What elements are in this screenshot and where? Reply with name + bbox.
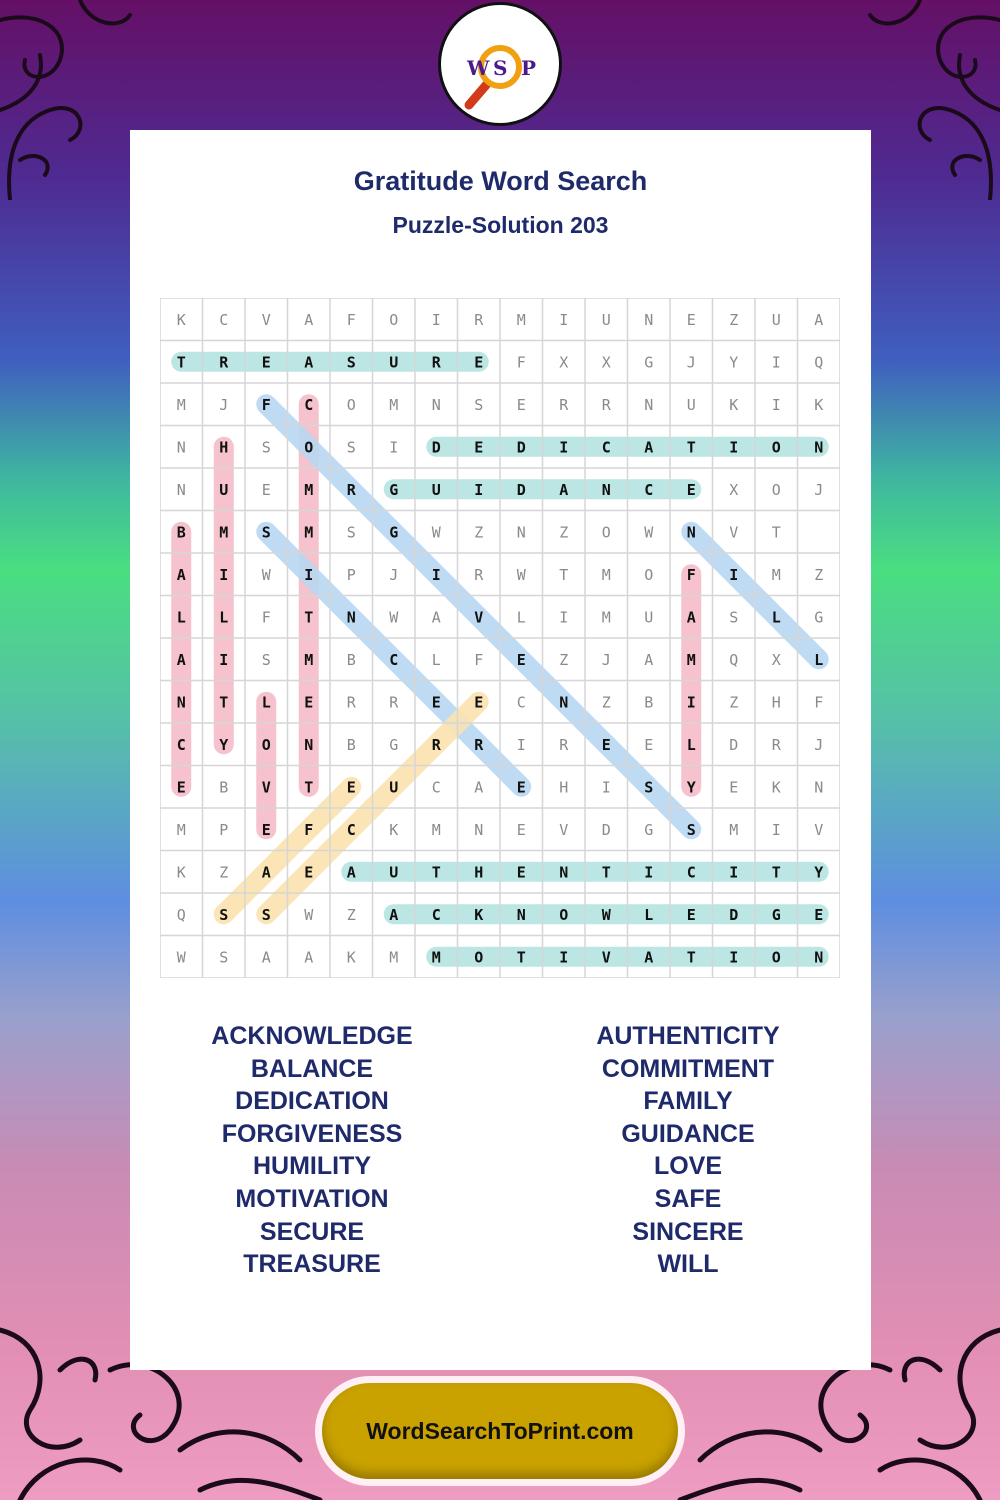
grid-cell-letter: I xyxy=(431,565,441,584)
grid-cell-letter: S xyxy=(346,438,356,457)
grid-cell-letter: S xyxy=(261,438,271,457)
grid-cell-letter: O xyxy=(644,565,654,584)
word-list-item: WILL xyxy=(657,1250,719,1279)
grid-cell-letter: C xyxy=(431,778,441,797)
grid-cell-letter: G xyxy=(814,608,824,627)
grid-cell-letter: K xyxy=(729,395,739,414)
grid-cell-letter: V xyxy=(261,778,271,797)
grid-cell-letter: M xyxy=(304,650,314,669)
grid-cell-letter: N xyxy=(644,395,654,414)
grid-cell-letter: T xyxy=(516,948,526,967)
grid-cell-letter: E xyxy=(814,905,824,924)
grid-cell-letter: I xyxy=(601,778,611,797)
grid-cell-letter: E xyxy=(644,735,654,754)
grid-cell-letter: Z xyxy=(559,523,569,542)
grid-cell-letter: R xyxy=(389,693,399,712)
grid-cell-letter: L xyxy=(176,608,186,627)
grid-cell-letter: Q xyxy=(176,905,186,924)
grid-cell-letter: L xyxy=(516,608,526,627)
grid-cell-letter: A xyxy=(389,905,399,924)
grid-cell-letter: N xyxy=(559,863,569,882)
grid-cell-letter: Z xyxy=(729,693,739,712)
grid-cell-letter: D xyxy=(516,480,526,499)
grid-cell-letter: T xyxy=(176,353,186,372)
grid-cell-letter: B xyxy=(346,735,356,754)
grid-cell-letter: I xyxy=(686,693,696,712)
grid-cell-letter: E xyxy=(729,778,739,797)
word-list-item: DEDICATION xyxy=(235,1087,389,1116)
grid-cell-letter: T xyxy=(559,565,569,584)
grid-cell-letter: S xyxy=(219,948,229,967)
grid-cell-letter: E xyxy=(261,353,271,372)
grid-cell-letter: T xyxy=(304,778,314,797)
grid-cell-letter: Z xyxy=(219,863,229,882)
wsp-logo[interactable] xyxy=(438,2,562,126)
grid-cell-letter: N xyxy=(644,310,654,329)
grid-cell-letter: R xyxy=(559,395,569,414)
grid-cell-letter: U xyxy=(219,480,229,499)
grid-cell-letter: T xyxy=(431,863,441,882)
grid-cell-letter: F xyxy=(516,353,526,372)
logo-letter-s: S xyxy=(493,56,508,80)
grid-cell-letter: N xyxy=(814,948,824,967)
grid-cell-letter: R xyxy=(431,735,441,754)
grid-cell-letter: I xyxy=(431,310,441,329)
grid-cell-letter: O xyxy=(559,905,569,924)
grid-cell-letter: M xyxy=(176,820,186,839)
grid-cell-letter: A xyxy=(644,948,654,967)
grid-cell-letter: G xyxy=(389,523,399,542)
grid-cell-letter: M xyxy=(601,565,611,584)
grid-cell-letter: L xyxy=(431,650,441,669)
website-link-button[interactable]: WordSearchToPrint.com xyxy=(322,1383,678,1479)
grid-cell-letter: E xyxy=(516,650,526,669)
grid-cell-letter: K xyxy=(176,863,186,882)
grid-cell-letter: I xyxy=(559,438,569,457)
grid-cell-letter: L xyxy=(814,650,824,669)
grid-cell-letter: A xyxy=(346,863,356,882)
grid-cell-letter: C xyxy=(304,395,314,414)
grid-cell-letter: X xyxy=(601,353,611,372)
grid-cell-letter: F xyxy=(304,820,314,839)
grid-cell-letter: T xyxy=(771,523,781,542)
grid-cell-letter: M xyxy=(686,650,696,669)
grid-cell-letter: D xyxy=(601,820,611,839)
word-list-item: COMMITMENT xyxy=(601,1054,775,1083)
grid-cell-letter: W xyxy=(304,905,314,924)
grid-cell-letter: N xyxy=(346,608,356,627)
grid-cell-letter: O xyxy=(261,735,271,754)
grid-cell-letter: O xyxy=(304,438,314,457)
grid-cell-letter: O xyxy=(389,310,399,329)
grid-cell-letter: E xyxy=(261,480,271,499)
grid-cell-letter: T xyxy=(219,693,229,712)
grid-cell-letter: E xyxy=(304,863,314,882)
grid-cell-letter: J xyxy=(814,480,824,499)
grid-cell-letter: I xyxy=(771,353,781,372)
grid-cell-letter: S xyxy=(261,523,271,542)
grid-cell-letter: I xyxy=(219,565,229,584)
grid-cell-letter: J xyxy=(219,395,229,414)
grid-cell-letter: F xyxy=(474,650,484,669)
grid-cell-letter: M xyxy=(516,310,526,329)
grid-cell-letter: E xyxy=(686,310,696,329)
grid-cell-letter: G xyxy=(771,905,781,924)
grid-cell-letter: O xyxy=(601,523,611,542)
grid-cell-letter: T xyxy=(771,863,781,882)
grid-cell-letter: C xyxy=(644,480,654,499)
grid-cell-letter: S xyxy=(729,608,739,627)
grid-cell-letter: T xyxy=(686,438,696,457)
grid-cell-letter: E xyxy=(516,863,526,882)
grid-cell-letter: L xyxy=(644,905,654,924)
grid-cell-letter: N xyxy=(516,523,526,542)
logo-letter-w: W xyxy=(467,56,490,80)
grid-cell-letter: P xyxy=(346,565,356,584)
grid-cell-letter: N xyxy=(474,820,484,839)
grid-cell-letter: S xyxy=(644,778,654,797)
grid-cell-letter: U xyxy=(389,353,399,372)
grid-cell-letter: E xyxy=(686,480,696,499)
grid-cell-letter: J xyxy=(389,565,399,584)
grid-cell-letter: X xyxy=(771,650,781,669)
grid-cell-letter: A xyxy=(644,438,654,457)
grid-cell-letter: L xyxy=(261,693,271,712)
grid-cell-letter: Z xyxy=(559,650,569,669)
word-list-item: GUIDANCE xyxy=(621,1119,755,1148)
word-list-item: ACKNOWLEDGE xyxy=(211,1022,413,1050)
grid-cell-letter: M xyxy=(389,948,399,967)
grid-cell-letter: E xyxy=(516,820,526,839)
grid-cell-letter: S xyxy=(346,353,356,372)
grid-cell-letter: U xyxy=(389,863,399,882)
grid-cell-letter: I xyxy=(389,438,399,457)
grid-cell-letter: R xyxy=(474,735,484,754)
grid-cell-letter: K xyxy=(346,948,356,967)
grid-cell-letter: E xyxy=(686,905,696,924)
grid-cell-letter: Z xyxy=(729,310,739,329)
grid-cell-letter: C xyxy=(516,693,526,712)
word-list-item: LOVE xyxy=(653,1152,723,1181)
grid-cell-letter: M xyxy=(771,565,781,584)
grid-cell-letter: N xyxy=(601,480,611,499)
grid-cell-letter: E xyxy=(304,693,314,712)
word-list-left xyxy=(147,1020,477,1281)
grid-cell-letter: U xyxy=(771,310,781,329)
grid-cell-letter: Y xyxy=(686,778,696,797)
grid-cell-letter: Y xyxy=(219,735,229,754)
word-list-item: SINCERE xyxy=(632,1217,744,1246)
word-list-item: SAFE xyxy=(654,1184,722,1213)
grid-cell-letter: T xyxy=(304,608,314,627)
word-list-item: SECURE xyxy=(259,1217,365,1246)
word-list-item: AUTHENTICITY xyxy=(596,1022,780,1050)
grid-cell-letter: E xyxy=(474,438,484,457)
grid-cell-letter: E xyxy=(516,778,526,797)
grid-cell-letter: A xyxy=(814,310,824,329)
grid-cell-letter: A xyxy=(304,948,314,967)
grid-cell-letter: I xyxy=(729,565,739,584)
grid-cell-letter: V xyxy=(474,608,484,627)
grid-cell-letter: R xyxy=(474,310,484,329)
grid-cell-letter: E xyxy=(261,820,271,839)
grid-cell-letter: H xyxy=(219,438,229,457)
grid-cell-letter: I xyxy=(771,820,781,839)
grid-cell-letter: C xyxy=(686,863,696,882)
grid-cell-letter: N xyxy=(686,523,696,542)
grid-cell-letter: Z xyxy=(814,565,824,584)
grid-cell-letter: W xyxy=(389,608,399,627)
grid-cell-letter: S xyxy=(219,905,229,924)
grid-cell-letter: W xyxy=(644,523,654,542)
grid-cell-letter: I xyxy=(729,863,739,882)
grid-cell-letter: C xyxy=(389,650,399,669)
grid-cell-letter: C xyxy=(601,438,611,457)
grid-cell-letter: R xyxy=(474,565,484,584)
grid-cell-letter: V xyxy=(261,310,271,329)
grid-cell-letter: S xyxy=(346,523,356,542)
grid-cell-letter: E xyxy=(474,353,484,372)
grid-cell-letter: E xyxy=(516,395,526,414)
word-list-item: FORGIVENESS xyxy=(221,1119,403,1148)
grid-cell-letter: M xyxy=(219,523,229,542)
word-list-item: HUMILITY xyxy=(252,1152,372,1181)
grid-cell-letter: Z xyxy=(346,905,356,924)
grid-cell-letter: A xyxy=(644,650,654,669)
grid-cell-letter: E xyxy=(176,778,186,797)
grid-cell-letter: E xyxy=(601,735,611,754)
grid-cell-letter: Y xyxy=(729,353,739,372)
grid-cell-letter: U xyxy=(686,395,696,414)
grid-cell-letter: K xyxy=(389,820,399,839)
grid-cell-letter: K xyxy=(814,395,824,414)
grid-cell-letter: N xyxy=(814,778,824,797)
grid-cell-letter: G xyxy=(389,735,399,754)
logo-letter-p: P xyxy=(521,56,537,80)
grid-cell-letter: U xyxy=(431,480,441,499)
grid-cell-letter: F xyxy=(814,693,824,712)
grid-cell-letter: M xyxy=(304,480,314,499)
grid-cell-letter: B xyxy=(176,523,186,542)
grid-cell-letter: D xyxy=(729,905,739,924)
grid-cell-letter: G xyxy=(644,820,654,839)
letter-grid xyxy=(160,298,840,978)
grid-cell-letter: J xyxy=(601,650,611,669)
grid-cell-letter: D xyxy=(431,438,441,457)
grid-cell-letter: S xyxy=(261,905,271,924)
grid-cell-letter: I xyxy=(559,310,569,329)
grid-cell-letter: T xyxy=(686,948,696,967)
grid-cell-letter: W xyxy=(601,905,611,924)
grid-cell-letter: K xyxy=(176,310,186,329)
grid-cell-letter: O xyxy=(771,948,781,967)
grid-cell-letter: I xyxy=(559,948,569,967)
grid-cell-letter: R xyxy=(601,395,611,414)
word-list-item: MOTIVATION xyxy=(235,1184,389,1213)
grid-cell-letter: R xyxy=(771,735,781,754)
grid-cell-letter: S xyxy=(261,650,271,669)
grid-cell-letter: A xyxy=(261,863,271,882)
grid-cell-letter: X xyxy=(729,480,739,499)
grid-cell-letter: R xyxy=(219,353,229,372)
grid-cell-letter: E xyxy=(346,778,356,797)
grid-cell-letter: F xyxy=(261,608,271,627)
grid-cell-letter: N xyxy=(304,735,314,754)
grid-cell-letter: M xyxy=(176,395,186,414)
grid-cell-letter: A xyxy=(431,608,441,627)
grid-cell-letter: K xyxy=(474,905,484,924)
grid-cell-letter: I xyxy=(771,395,781,414)
grid-cell-letter: Y xyxy=(814,863,824,882)
grid-cell-letter: O xyxy=(771,480,781,499)
grid-cell-letter: I xyxy=(219,650,229,669)
grid-cell-letter: V xyxy=(559,820,569,839)
grid-cell-letter: O xyxy=(474,948,484,967)
letter-grid-svg xyxy=(160,298,840,978)
grid-cell-letter: L xyxy=(686,735,696,754)
grid-cell-letter: T xyxy=(601,863,611,882)
puzzle-title: Gratitude Word Search xyxy=(353,166,648,196)
grid-cell-letter: Z xyxy=(474,523,484,542)
grid-cell-letter: A xyxy=(474,778,484,797)
grid-cell-letter: U xyxy=(389,778,399,797)
grid-cell-letter: V xyxy=(814,820,824,839)
grid-cell-letter: E xyxy=(431,693,441,712)
puzzle-subtitle: Puzzle-Solution 203 xyxy=(392,212,609,238)
grid-cell-letter: I xyxy=(729,948,739,967)
grid-cell-letter: F xyxy=(346,310,356,329)
grid-cell-letter: M xyxy=(431,948,441,967)
grid-cell-letter: H xyxy=(559,778,569,797)
grid-cell-letter: M xyxy=(729,820,739,839)
grid-cell-letter: C xyxy=(346,820,356,839)
grid-cell-letter: N xyxy=(176,438,186,457)
grid-cell-letter: A xyxy=(686,608,696,627)
grid-cell-letter: S xyxy=(686,820,696,839)
word-list-item: TREASURE xyxy=(243,1250,381,1279)
grid-cell-letter: N xyxy=(176,693,186,712)
grid-cell-letter: N xyxy=(559,693,569,712)
grid-cell-letter: H xyxy=(771,693,781,712)
grid-cell-letter: N xyxy=(431,395,441,414)
grid-cell-letter: Q xyxy=(814,353,824,372)
word-list-right xyxy=(523,1020,853,1281)
grid-cell-letter: U xyxy=(644,608,654,627)
grid-cell-letter: I xyxy=(729,438,739,457)
grid-cell-letter: M xyxy=(304,523,314,542)
grid-cell-letter: U xyxy=(601,310,611,329)
magnifier-icon xyxy=(445,9,555,119)
grid-cell-letter: B xyxy=(219,778,229,797)
grid-cell-letter: G xyxy=(389,480,399,499)
grid-cell-letter: M xyxy=(431,820,441,839)
grid-cell-letter: A xyxy=(176,565,186,584)
grid-cell-letter: N xyxy=(516,905,526,924)
grid-cell-letter: C xyxy=(176,735,186,754)
grid-cell-letter: H xyxy=(474,863,484,882)
grid-cell-letter: R xyxy=(559,735,569,754)
grid-cell-letter: C xyxy=(219,310,229,329)
word-list-item: BALANCE xyxy=(250,1054,374,1083)
grid-cell-letter: F xyxy=(261,395,271,414)
grid-cell-letter: I xyxy=(474,480,484,499)
grid-cell-letter: W xyxy=(176,948,186,967)
grid-cell-letter: O xyxy=(771,438,781,457)
grid-cell-letter: Q xyxy=(729,650,739,669)
grid-cell-letter: J xyxy=(686,353,696,372)
grid-cell-letter: V xyxy=(601,948,611,967)
grid-cell-letter: A xyxy=(261,948,271,967)
grid-cell-letter: D xyxy=(729,735,739,754)
grid-cell-letter: I xyxy=(516,735,526,754)
grid-cell-letter: R xyxy=(431,353,441,372)
grid-cell-letter: E xyxy=(474,693,484,712)
grid-cell-letter: L xyxy=(771,608,781,627)
grid-cell-letter: X xyxy=(559,353,569,372)
grid-cell-letter: O xyxy=(346,395,356,414)
grid-cell-letter: A xyxy=(559,480,569,499)
grid-cell-letter: B xyxy=(346,650,356,669)
puzzle-card xyxy=(130,130,871,1370)
grid-cell-letter: A xyxy=(176,650,186,669)
grid-cell-letter: W xyxy=(431,523,441,542)
grid-cell-letter: B xyxy=(644,693,654,712)
grid-cell-letter: W xyxy=(516,565,526,584)
grid-cell-letter: N xyxy=(814,438,824,457)
grid-cell-letter: A xyxy=(304,353,314,372)
grid-cell-letter: J xyxy=(814,735,824,754)
grid-cell-letter: P xyxy=(219,820,229,839)
grid-cell-letter: S xyxy=(474,395,484,414)
word-list-item: FAMILY xyxy=(643,1087,733,1116)
grid-cell-letter: F xyxy=(686,565,696,584)
grid-cell-letter: K xyxy=(771,778,781,797)
grid-cell-letter: N xyxy=(176,480,186,499)
grid-cell-letter: A xyxy=(304,310,314,329)
grid-cell-letter: G xyxy=(644,353,654,372)
grid-cell-letter: Z xyxy=(601,693,611,712)
grid-cell-letter: V xyxy=(729,523,739,542)
grid-cell-letter: I xyxy=(559,608,569,627)
grid-cell-letter: W xyxy=(261,565,271,584)
grid-cell-letter: R xyxy=(346,480,356,499)
grid-cell-letter: C xyxy=(431,905,441,924)
grid-cell-letter: M xyxy=(601,608,611,627)
grid-cell-letter: M xyxy=(389,395,399,414)
grid-cell-letter: I xyxy=(644,863,654,882)
grid-cell-letter: R xyxy=(346,693,356,712)
grid-cell-letter: D xyxy=(516,438,526,457)
grid-cell-letter: L xyxy=(219,608,229,627)
grid-cell-letter: I xyxy=(304,565,314,584)
